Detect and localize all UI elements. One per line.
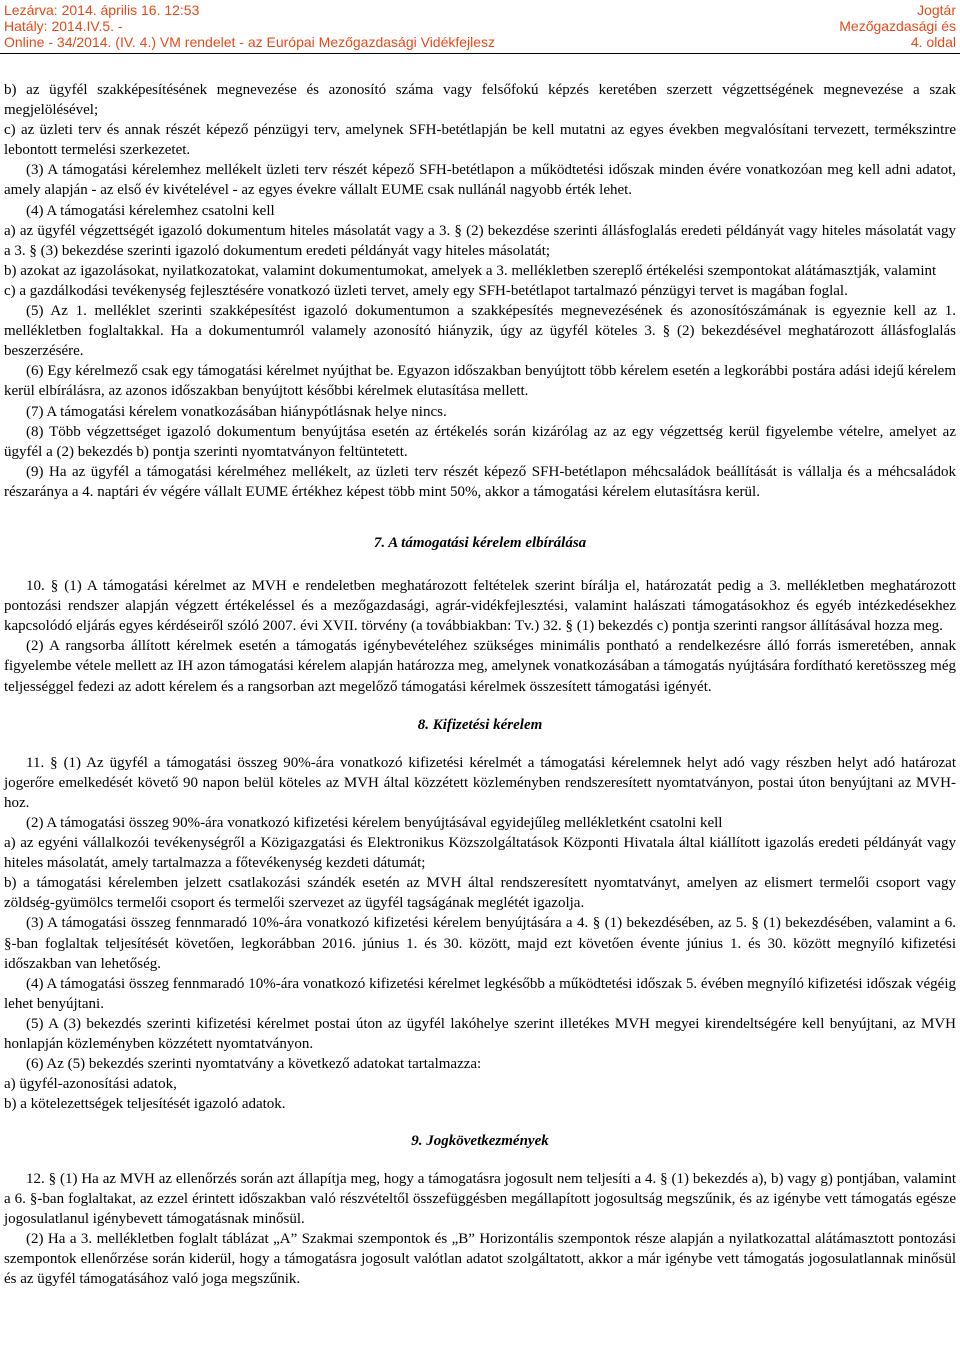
document-body bbox=[4, 80, 956, 1289]
paragraph: a) az ügyfél végzettségét igazoló dokumentum hiteles másolatát vagy a 3. § (2) bekezdése szerinti állásfoglalás eredeti példányát vagy hiteles másolatát vagy a 3. § (3) bekezdése szerinti igazoló dokumentum eredeti példányát vagy hiteles másolatát; bbox=[4, 222, 956, 259]
page-header-right bbox=[839, 2, 956, 50]
paragraph: (6) Egy kérelmező csak egy támogatási kérelmet nyújthat be. Egyazon időszakban benyújtott több kérelem esetén a legkorábbi postára adási idejű kérelem kerül elbírálásra, az azonos időszakban benyújtott későbbi kérelmek elutasítása mellett. bbox=[4, 363, 956, 400]
paragraph: a) ügyfél-azonosítási adatok, bbox=[4, 1076, 177, 1093]
paragraph: (2) Ha a 3. mellékletben foglalt táblázat „A” Szakmai szempontok és „B” Horizontális szempontok része alapján a nyilatkozattal alátámasztott pontozási szempontok ellenőrzése során kiderül, hogy a támogatásra jogosult valótlan adatot szolgáltatott, akkor a már igénybe vett támogatás jogosulatlannak minősül és az ügyfél támogatásához való joga megszűnik. bbox=[4, 1230, 956, 1287]
paragraph: c) a gazdálkodási tevékenység fejlesztésére vonatkozó üzleti tervet, amely egy SFH-betétlapot tartalmazó pénzügyi tervet is magában foglal. bbox=[4, 282, 848, 299]
paragraph: (7) A támogatási kérelem vonatkozásában hiánypótlásnak helye nincs. bbox=[26, 403, 447, 420]
paragraph: 12. § (1) Ha az MVH az ellenőrzés során azt állapítja meg, hogy a támogatásra jogosult nem teljesíti a 4. § (1) bekezdés a), b) vagy g) pontjában, valamint a 6. §-ban foglaltakat, az ezzel érintett időszakban való részvételtől összefüggésben megállapított jogosultság megszűnik, és az igénybe vett támogatás egésze jogosulatlanul igénybevett támogatásnak minősül. bbox=[4, 1170, 956, 1227]
header-subtitle: Mezőgazdasági és bbox=[839, 18, 956, 34]
header-effective-date: Hatály: 2014.IV.5. - bbox=[4, 18, 123, 34]
paragraph: 11. § (1) Az ügyfél a támogatási összeg 90%-ára vonatkozó kifizetési kérelmét a támogatási kérelemnek helyt adó vagy részben helyt adó határozat jogerőre emelkedését követő 90 napon belül köteles az MVH által közzétett közleményben rendszeresített nyomtatványon, postai úton benyújtani az MVH-hoz. bbox=[4, 754, 956, 811]
paragraph: b) a kötelezettségek teljesítését igazoló adatok. bbox=[4, 1096, 286, 1113]
header-document-title: Online - 34/2014. (IV. 4.) VM rendelet - az Európai Mezőgazdasági Vidékfejlesz bbox=[4, 34, 496, 50]
section-heading: 9. Jogkövetkezmények bbox=[411, 1133, 549, 1150]
paragraph: (2) A támogatási összeg 90%-ára vonatkozó kifizetési kérelem benyújtásával egyidejűleg mellékletként csatolni kell bbox=[26, 815, 723, 831]
header-publisher: Jogtár bbox=[917, 2, 956, 18]
paragraph: 10. § (1) A támogatási kérelmet az MVH e rendeletben meghatározott feltételek szerint bírálja el, határozatát pedig a 3. mellékletben meghatározott pontozási rendszer alapján végzett értékeléssel és a mezőgazdasági, agrár-vidékfejlesztési, valamint halászati támogatásokhoz és egyéb intézkedésekhez kapcsolódó eljárás egyes kérdéseiről szóló 2007. évi XVII. törvény (a továbbiakban: Tv.) 32. § (1) bekezdés c) pontja szerinti rangsor állításával hozza meg. bbox=[4, 578, 956, 635]
paragraph: (5) Az 1. melléklet szerinti szakképesítést igazoló dokumentumon a szakképesítés megnevezésének és azonosítószámának is egyeznie kell az 1. mellékletben foglaltakkal. Ha a dokumentumról valamely azonosító hiányzik, úgy az ügyfél köteles 3. § (2) bekezdésével meghatározott állásfoglalás beszerzésére. bbox=[4, 303, 956, 360]
paragraph: (3) A támogatási kérelemhez mellékelt üzleti terv részét képező SFH-betétlapon a működtetési időszak minden évére vonatkozóan meg kell adni adatot, amely alapján - az első év kivételével - az egyes évekre vállalt EUME csak nullánál nagyobb érték lehet. bbox=[4, 162, 956, 199]
paragraph: b) az ügyfél szakképesítésének megnevezése és azonosító száma vagy felsőfokú képzés keretében szerzett végzettségének megnevezése a szak megjelölésével; bbox=[4, 82, 956, 119]
paragraph: (4) A támogatási kérelemhez csatolni kell bbox=[26, 202, 275, 219]
header-page-number: 4. oldal bbox=[910, 34, 956, 50]
paragraph: b) a támogatási kérelemben jelzett csatlakozási szándék esetén az MVH által rendszeresített nyomtatványt, amelyen az elismert termelői csoport vagy zöldség-gyümölcs termelői csoport és termelői szervezet az ügyfél tagságának meglétét igazolja. bbox=[4, 875, 956, 912]
paragraph: b) azokat az igazolásokat, nyilatkozatokat, valamint dokumentumokat, amelyek a 3. mellékletben szereplő értékelési szempontokat alátámasztják, valamint bbox=[4, 262, 937, 279]
page-header-left bbox=[4, 2, 495, 50]
section-heading: 7. A támogatási kérelem elbírálása bbox=[373, 534, 587, 551]
paragraph: (9) Ha az ügyfél a támogatási kérelméhez mellékelt, az üzleti terv részét képező SFH-betétlapon méhcsaládok beállítását is vállalja és a méhcsaládok részaránya a 4. naptári év végére vállalt EUME értékhez képest több mint 50%, akkor a támogatási kérelem elutasításra kerül. bbox=[4, 463, 956, 500]
paragraph: (6) Az (5) bekezdés szerinti nyomtatvány a következő adatokat tartalmazza: bbox=[26, 1056, 482, 1073]
paragraph: (3) A támogatási összeg fennmaradó 10%-ára vonatkozó kifizetési kérelem benyújtására a 4. § (1) bekezdésében, az 5. § (1) bekezdésében, valamint a 6. §-ban foglaltak teljesítését követően, legkorábban 2016. június 1. és 30. között, majd ezt követően évente június 1. és 30. között megnyíló kifizetési időszakban van lehetőség. bbox=[4, 915, 956, 972]
paragraph: (8) Több végzettséget igazoló dokumentum benyújtása esetén az értékelés során kizárólag az az egy végzettség kerül figyelembe vételre, amelyet az ügyfél a (2) bekezdés b) pontja szerinti nyomtatványon feltüntetett. bbox=[4, 423, 956, 460]
section-heading: 8. Kifizetési kérelem bbox=[417, 716, 543, 733]
header-closed-date: Lezárva: 2014. április 16. 12:53 bbox=[4, 2, 200, 18]
paragraph: (5) A (3) bekezdés szerinti kifizetési kérelmet postai úton az ügyfél lakóhelye szerint illetékes MVH megyei kirendeltségére kell benyújtani, az MVH honlapján közleményben közzétett nyomtatványon. bbox=[4, 1015, 956, 1053]
paragraph: c) az üzleti terv és annak részét képező pénzügyi terv, amelynek SFH-betétlapján be kell mutatni az egyes években megvalósítani tervezett, termékszintre lebontott termelési szerkezetet. bbox=[4, 122, 956, 159]
paragraph: (4) A támogatási összeg fennmaradó 10%-ára vonatkozó kifizetési kérelmet legkésőbb a működtetési időszak 5. évében megnyíló kifizetési időszak végéig lehet benyújtani. bbox=[4, 975, 956, 1012]
paragraph: a) az egyéni vállalkozói tevékenységről a Közigazgatási és Elektronikus Közszolgáltatások Központi Hivatala által kiállított igazolás eredeti példányát vagy hiteles másolatát, amely tartalmazza a főtevékenység kezdeti dátumát; bbox=[4, 835, 956, 872]
header-divider bbox=[0, 53, 960, 54]
paragraph: (2) A rangsorba állított kérelmek esetén a támogatás igénybevételéhez szükséges minimális pontható a rendelkezésre álló forrás ismeretében, annak figyelembe vétele mellett az IH azon támogatási kérelem alapján határozza meg, amelynek vonatkozásában a támogatás nyújtására fordítható keretösszeg még teljességgel fedezi az adott kérelem és a rangsorban azt megelőző támogatási kérelmek összesített támogatási igényét. bbox=[4, 638, 956, 695]
